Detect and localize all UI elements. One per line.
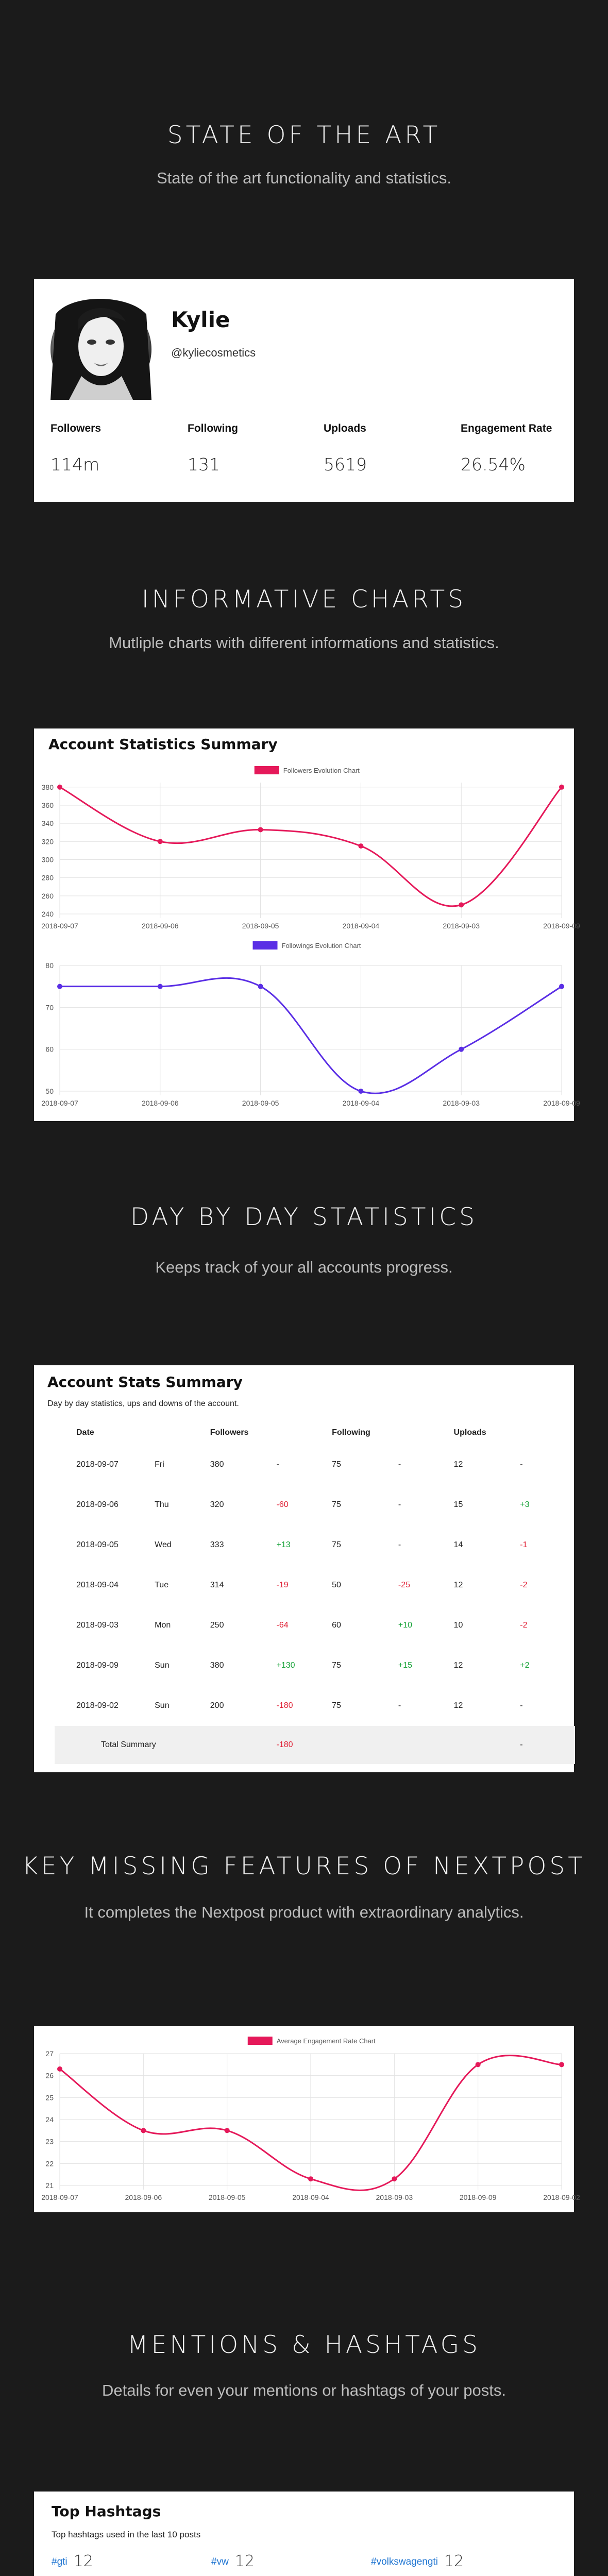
hashtag-link[interactable]: #gti [52, 2556, 67, 2567]
y-tick-label: 70 [45, 1003, 54, 1012]
table-cell: -60 [276, 1500, 289, 1509]
table-cell: Wed [155, 1540, 172, 1549]
section-title-informative-charts: INFORMATIVE CHARTS [141, 585, 467, 614]
x-tick-label: 2018-09-05 [208, 2193, 246, 2201]
stat-value-uploads: 5619 [324, 454, 367, 474]
x-tick-label: 2018-09-09 [459, 2193, 497, 2201]
table-cell: 2018-09-03 [76, 1621, 119, 1630]
x-tick-label: 2018-09-06 [125, 2193, 162, 2201]
y-tick-label: 280 [41, 873, 54, 882]
table-row [55, 1605, 575, 1646]
y-tick-label: 260 [41, 891, 54, 900]
y-tick-label: 60 [45, 1045, 54, 1054]
y-tick-label: 300 [41, 855, 54, 864]
col-uploads: Uploads [453, 1428, 486, 1437]
followings-evolution-chart [34, 935, 580, 1110]
x-tick-label: 2018-09-05 [242, 922, 279, 930]
table-cell: -25 [398, 1581, 411, 1589]
table-cell: Fri [155, 1460, 164, 1469]
table-cell: -1 [520, 1540, 528, 1549]
stat-label-engagement-rate: Engagement Rate [461, 422, 552, 434]
col-uploads-change [519, 1421, 575, 1445]
profile-name: Kylie [171, 307, 230, 332]
table-cell: -180 [276, 1701, 293, 1710]
stats-table-header [55, 1421, 575, 1445]
section-title-key-missing-features: KEY MISSING FEATURES OF NEXTPOST [22, 1852, 586, 1880]
table-cell: 12 [453, 1701, 463, 1710]
data-point [559, 785, 564, 790]
top-hashtags-description: Top hashtags used in the last 10 posts [52, 2530, 201, 2539]
table-row-total [55, 1726, 575, 1764]
x-tick-label: 2018-09-03 [443, 922, 480, 930]
x-tick-label: 2018-09-03 [443, 1099, 480, 1107]
hashtags-card [34, 2492, 574, 2576]
stat-value-following: 131 [188, 454, 220, 474]
data-point [258, 827, 263, 832]
table-cell: 12 [453, 1661, 463, 1670]
table-cell: +2 [520, 1661, 530, 1670]
table-cell: Thu [155, 1500, 169, 1509]
top-hashtags-title: Top Hashtags [52, 2503, 161, 2520]
y-tick-label: 24 [45, 2115, 54, 2124]
col-followers: Followers [210, 1428, 249, 1437]
col-date: Date [76, 1428, 94, 1437]
x-tick-label: 2018-09-04 [292, 2193, 329, 2201]
stat-label-following: Following [188, 422, 238, 434]
table-cell: 2018-09-04 [76, 1581, 119, 1589]
y-tick-label: 360 [41, 801, 54, 809]
table-cell: 250 [210, 1621, 224, 1630]
hashtag-count: 12 [444, 2552, 464, 2570]
avatar [50, 299, 151, 400]
engagement-rate-card [34, 2026, 580, 2212]
y-tick-label: 80 [45, 961, 54, 970]
table-cell: 14 [453, 1540, 463, 1549]
data-point [57, 2066, 62, 2072]
data-point [57, 785, 62, 790]
data-point [459, 902, 464, 907]
section-title-mentions-hashtags: MENTIONS & HASHTAGS [127, 2331, 481, 2359]
table-cell: Mon [155, 1621, 171, 1630]
data-point [57, 984, 62, 989]
hashtag-item [371, 2552, 464, 2570]
table-cell: Total Summary [55, 1726, 210, 1764]
data-point [476, 2062, 481, 2067]
table-cell: +3 [520, 1500, 530, 1509]
hashtag-count: 12 [73, 2552, 93, 2570]
table-cell [331, 1726, 519, 1764]
col-day [154, 1421, 210, 1445]
legend-label: Followings Evolution Chart [281, 942, 361, 950]
data-point [392, 2176, 397, 2181]
table-cell: -180 [276, 1726, 332, 1764]
data-point [559, 984, 564, 989]
hashtag-link[interactable]: #volkswagengti [371, 2556, 438, 2567]
table-cell: 75 [332, 1500, 341, 1509]
table-cell: 12 [453, 1460, 463, 1469]
table-cell [210, 1726, 276, 1764]
table-cell: - [520, 1701, 523, 1710]
table-cell: +13 [276, 1540, 291, 1549]
y-tick-label: 26 [45, 2071, 54, 2080]
x-tick-label: 2018-09-04 [342, 922, 380, 930]
table-cell: 75 [332, 1701, 341, 1710]
table-cell: 2018-09-02 [76, 1701, 119, 1710]
data-point [141, 2128, 146, 2133]
table-cell: -64 [276, 1621, 289, 1630]
hashtag-link[interactable]: #vw [211, 2556, 229, 2567]
data-point [459, 1047, 464, 1052]
table-cell: - [398, 1500, 401, 1509]
x-tick-label: 2018-09-06 [141, 1099, 179, 1107]
data-point [258, 984, 263, 989]
section-title-state-of-the-art: STATE OF THE ART [167, 121, 441, 149]
data-point [158, 984, 163, 989]
table-cell: 75 [332, 1460, 341, 1469]
table-cell: 50 [332, 1581, 341, 1589]
table-cell: - [520, 1460, 523, 1469]
section-title-day-by-day: DAY BY DAY STATISTICS [130, 1203, 478, 1231]
stat-label-uploads: Uploads [324, 422, 366, 434]
table-cell: 60 [332, 1621, 341, 1630]
table-cell: - [398, 1540, 401, 1549]
table-cell: 380 [210, 1661, 224, 1670]
table-cell: 75 [332, 1540, 341, 1549]
table-cell: Sun [155, 1661, 170, 1670]
table-cell: -2 [520, 1621, 528, 1630]
table-cell: 75 [332, 1661, 341, 1670]
x-tick-label: 2018-09-07 [41, 2193, 78, 2201]
hashtag-item [52, 2552, 93, 2570]
table-row [55, 1646, 575, 1686]
y-tick-label: 25 [45, 2093, 54, 2102]
profile-card [34, 279, 574, 502]
table-cell: +15 [398, 1661, 413, 1670]
section-subtitle-mentions-hashtags: Details for even your mentions or hashtags of your posts. [102, 2381, 506, 2399]
table-cell: 2018-09-09 [76, 1661, 119, 1670]
legend-label: Followers Evolution Chart [283, 767, 360, 774]
data-point [158, 839, 163, 844]
data-point [358, 1089, 363, 1094]
account-stats-title: Account Stats Summary [47, 1374, 243, 1391]
table-cell: 12 [453, 1581, 463, 1589]
table-row [55, 1485, 575, 1525]
x-tick-label: 2018-09-09 [543, 922, 580, 930]
table-cell: 2018-09-05 [76, 1540, 119, 1549]
table-cell: -19 [276, 1581, 289, 1589]
x-tick-label: 2018-09-06 [141, 922, 179, 930]
y-tick-label: 240 [41, 910, 54, 918]
section-subtitle-day-by-day: Keeps track of your all accounts progress. [155, 1258, 453, 1276]
table-cell: 333 [210, 1540, 224, 1549]
series-line [60, 978, 562, 1093]
col-following: Following [332, 1428, 370, 1437]
table-row [55, 1525, 575, 1565]
y-tick-label: 380 [41, 783, 54, 791]
table-cell: 15 [453, 1500, 463, 1509]
y-tick-label: 320 [41, 837, 54, 846]
account-stats-card [34, 1365, 574, 1772]
table-cell: - [398, 1460, 401, 1469]
stat-value-followers: 114m [50, 454, 100, 474]
account-stats-description: Day by day statistics, ups and downs of the account. [47, 1399, 239, 1408]
hashtag-item [211, 2552, 255, 2570]
legend-swatch [255, 766, 279, 774]
table-cell: - [398, 1701, 401, 1710]
average-engagement-rate-chart [34, 2026, 580, 2212]
table-cell: +130 [276, 1661, 295, 1670]
col-following-change [398, 1421, 453, 1445]
table-cell: - [519, 1726, 575, 1764]
y-tick-label: 22 [45, 2159, 54, 2168]
table-cell: 2018-09-07 [76, 1460, 119, 1469]
table-row [55, 1445, 575, 1485]
data-point [308, 2176, 313, 2181]
account-statistics-title: Account Statistics Summary [48, 736, 278, 753]
section-subtitle-key-missing-features: It completes the Nextpost product with extraordinary analytics. [84, 1903, 524, 1921]
x-tick-label: 2018-09-05 [242, 1099, 279, 1107]
stat-label-followers: Followers [50, 422, 102, 434]
table-cell: Tue [155, 1581, 169, 1589]
x-tick-label: 2018-09-04 [342, 1099, 380, 1107]
table-cell: 380 [210, 1460, 224, 1469]
x-tick-label: 2018-09-07 [41, 922, 78, 930]
table-cell: 200 [210, 1701, 224, 1710]
col-followers-change [276, 1421, 332, 1445]
table-cell: -2 [520, 1581, 528, 1589]
y-tick-label: 50 [45, 1087, 54, 1095]
data-point [559, 2062, 564, 2067]
y-tick-label: 340 [41, 819, 54, 828]
table-cell: +10 [398, 1621, 413, 1630]
table-cell: 314 [210, 1581, 224, 1589]
hashtag-count: 12 [234, 2552, 255, 2570]
stats-table [55, 1421, 575, 1764]
x-tick-label: 2018-09-03 [376, 2193, 413, 2201]
table-cell: 2018-09-06 [76, 1500, 119, 1509]
table-row [55, 1565, 575, 1605]
x-tick-label: 2018-09-02 [543, 2193, 580, 2201]
account-statistics-card [34, 728, 580, 1121]
y-tick-label: 23 [45, 2137, 54, 2146]
avatar-portrait-icon [50, 299, 151, 400]
section-subtitle-state-of-the-art: State of the art functionality and statistics. [156, 169, 452, 187]
x-tick-label: 2018-09-09 [543, 1099, 580, 1107]
table-row [55, 1686, 575, 1726]
legend-swatch [253, 941, 278, 950]
legend-label: Average Engagement Rate Chart [276, 2037, 376, 2045]
table-cell: Sun [155, 1701, 170, 1710]
stat-value-engagement-rate: 26.54% [461, 454, 526, 474]
x-tick-label: 2018-09-07 [41, 1099, 78, 1107]
y-tick-label: 21 [45, 2181, 54, 2190]
table-cell: 10 [453, 1621, 463, 1630]
section-subtitle-informative-charts: Mutliple charts with different informations and statistics. [109, 634, 499, 652]
y-tick-label: 27 [45, 2049, 54, 2058]
profile-username: @kyliecosmetics [171, 346, 256, 359]
data-point [225, 2128, 230, 2133]
followers-evolution-chart [34, 759, 580, 935]
table-cell: - [276, 1460, 279, 1469]
table-cell: 320 [210, 1500, 224, 1509]
legend-swatch [248, 2037, 273, 2045]
data-point [358, 843, 363, 849]
